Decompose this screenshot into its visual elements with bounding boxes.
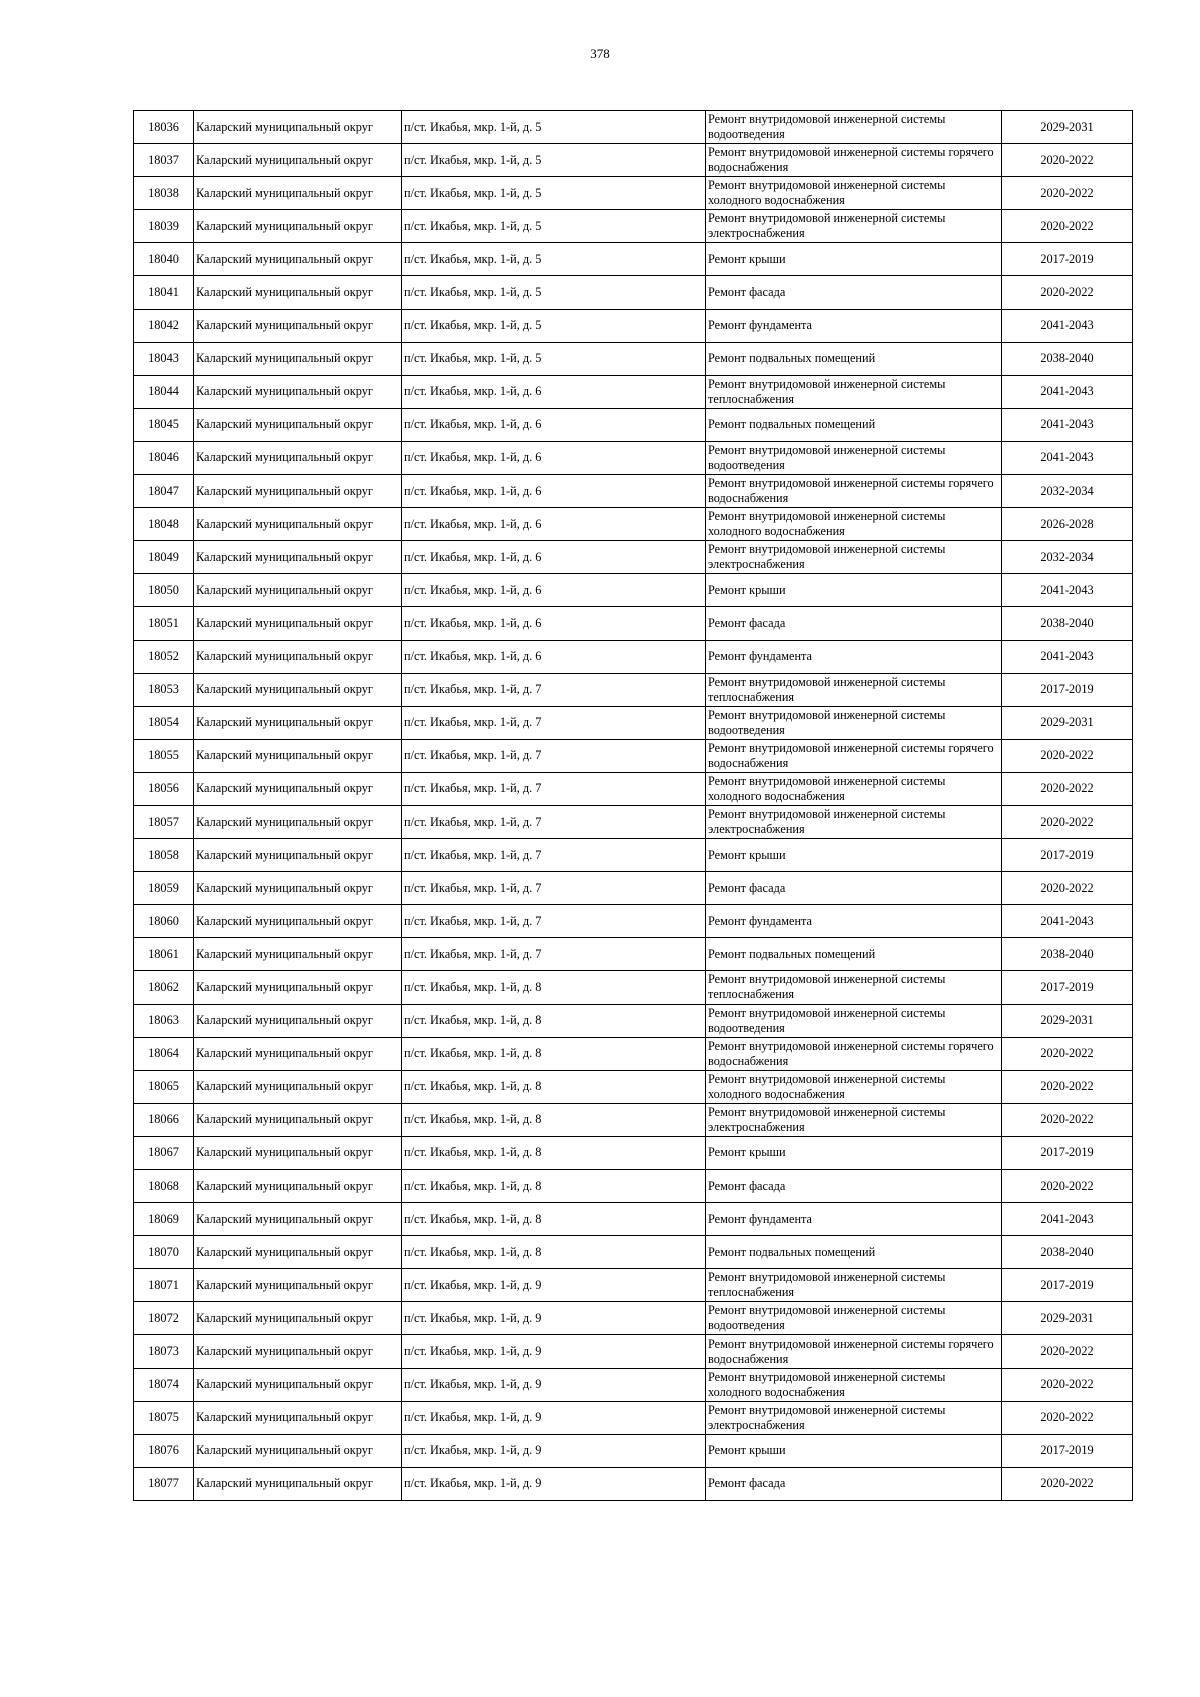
work-type-cell: Ремонт внутридомовой инженерной системы холодного водоснабжения — [706, 772, 1002, 805]
row-number-cell: 18059 — [134, 872, 194, 905]
work-type-cell: Ремонт крыши — [706, 1434, 1002, 1467]
period-cell: 2017-2019 — [1002, 1136, 1133, 1169]
row-number-cell: 18039 — [134, 210, 194, 243]
row-number-cell: 18042 — [134, 309, 194, 342]
district-cell: Каларский муниципальный округ — [194, 375, 402, 408]
period-cell: 2020-2022 — [1002, 1070, 1133, 1103]
district-cell: Каларский муниципальный округ — [194, 1434, 402, 1467]
period-cell: 2020-2022 — [1002, 177, 1133, 210]
district-cell: Каларский муниципальный округ — [194, 574, 402, 607]
address-cell: п/ст. Икабья, мкр. 1-й, д. 8 — [402, 1203, 706, 1236]
district-cell: Каларский муниципальный округ — [194, 309, 402, 342]
table-row — [134, 1170, 1133, 1203]
table-row — [134, 111, 1133, 144]
row-number-cell: 18067 — [134, 1136, 194, 1169]
district-cell: Каларский муниципальный округ — [194, 541, 402, 574]
address-cell: п/ст. Икабья, мкр. 1-й, д. 9 — [402, 1368, 706, 1401]
period-cell: 2029-2031 — [1002, 111, 1133, 144]
district-cell: Каларский муниципальный округ — [194, 706, 402, 739]
district-cell: Каларский муниципальный округ — [194, 905, 402, 938]
address-cell: п/ст. Икабья, мкр. 1-й, д. 5 — [402, 276, 706, 309]
work-type-cell: Ремонт внутридомовой инженерной системы теплоснабжения — [706, 673, 1002, 706]
address-cell: п/ст. Икабья, мкр. 1-й, д. 7 — [402, 839, 706, 872]
row-number-cell: 18037 — [134, 144, 194, 177]
district-cell: Каларский муниципальный округ — [194, 1269, 402, 1302]
district-cell: Каларский муниципальный округ — [194, 1236, 402, 1269]
address-cell: п/ст. Икабья, мкр. 1-й, д. 7 — [402, 673, 706, 706]
table-row — [134, 1103, 1133, 1136]
district-cell: Каларский муниципальный округ — [194, 441, 402, 474]
period-cell: 2020-2022 — [1002, 1170, 1133, 1203]
row-number-cell: 18058 — [134, 839, 194, 872]
work-type-cell: Ремонт внутридомовой инженерной системы водоотведения — [706, 441, 1002, 474]
work-type-cell: Ремонт внутридомовой инженерной системы холодного водоснабжения — [706, 1070, 1002, 1103]
period-cell: 2038-2040 — [1002, 342, 1133, 375]
period-cell: 2029-2031 — [1002, 706, 1133, 739]
table-row — [134, 475, 1133, 508]
work-type-cell: Ремонт внутридомовой инженерной системы электроснабжения — [706, 1401, 1002, 1434]
district-cell: Каларский муниципальный округ — [194, 839, 402, 872]
address-cell: п/ст. Икабья, мкр. 1-й, д. 5 — [402, 144, 706, 177]
period-cell: 2020-2022 — [1002, 1037, 1133, 1070]
address-cell: п/ст. Икабья, мкр. 1-й, д. 5 — [402, 309, 706, 342]
row-number-cell: 18065 — [134, 1070, 194, 1103]
period-cell: 2017-2019 — [1002, 673, 1133, 706]
table-row — [134, 805, 1133, 838]
district-cell: Каларский муниципальный округ — [194, 1037, 402, 1070]
table-row — [134, 673, 1133, 706]
district-cell: Каларский муниципальный округ — [194, 111, 402, 144]
address-cell: п/ст. Икабья, мкр. 1-й, д. 7 — [402, 905, 706, 938]
period-cell: 2029-2031 — [1002, 1004, 1133, 1037]
district-cell: Каларский муниципальный округ — [194, 607, 402, 640]
table-row — [134, 508, 1133, 541]
district-cell: Каларский муниципальный округ — [194, 276, 402, 309]
district-cell: Каларский муниципальный округ — [194, 475, 402, 508]
address-cell: п/ст. Икабья, мкр. 1-й, д. 5 — [402, 177, 706, 210]
address-cell: п/ст. Икабья, мкр. 1-й, д. 6 — [402, 541, 706, 574]
table-row — [134, 1401, 1133, 1434]
address-cell: п/ст. Икабья, мкр. 1-й, д. 9 — [402, 1269, 706, 1302]
row-number-cell: 18047 — [134, 475, 194, 508]
table-row — [134, 1070, 1133, 1103]
address-cell: п/ст. Икабья, мкр. 1-й, д. 9 — [402, 1302, 706, 1335]
address-cell: п/ст. Икабья, мкр. 1-й, д. 8 — [402, 1037, 706, 1070]
table-row — [134, 706, 1133, 739]
work-type-cell: Ремонт внутридомовой инженерной системы электроснабжения — [706, 210, 1002, 243]
row-number-cell: 18046 — [134, 441, 194, 474]
district-cell: Каларский муниципальный округ — [194, 243, 402, 276]
district-cell: Каларский муниципальный округ — [194, 971, 402, 1004]
address-cell: п/ст. Икабья, мкр. 1-й, д. 8 — [402, 1004, 706, 1037]
district-cell: Каларский муниципальный округ — [194, 508, 402, 541]
table-row — [134, 1236, 1133, 1269]
period-cell: 2020-2022 — [1002, 210, 1133, 243]
address-cell: п/ст. Икабья, мкр. 1-й, д. 8 — [402, 1136, 706, 1169]
work-type-cell: Ремонт внутридомовой инженерной системы горячего водоснабжения — [706, 144, 1002, 177]
table-row — [134, 1269, 1133, 1302]
work-type-cell: Ремонт внутридомовой инженерной системы водоотведения — [706, 1302, 1002, 1335]
row-number-cell: 18063 — [134, 1004, 194, 1037]
row-number-cell: 18069 — [134, 1203, 194, 1236]
address-cell: п/ст. Икабья, мкр. 1-й, д. 7 — [402, 872, 706, 905]
work-type-cell: Ремонт фасада — [706, 872, 1002, 905]
table-row — [134, 839, 1133, 872]
district-cell: Каларский муниципальный округ — [194, 1070, 402, 1103]
address-cell: п/ст. Икабья, мкр. 1-й, д. 8 — [402, 1236, 706, 1269]
district-cell: Каларский муниципальный округ — [194, 772, 402, 805]
period-cell: 2020-2022 — [1002, 1368, 1133, 1401]
address-cell: п/ст. Икабья, мкр. 1-й, д. 7 — [402, 706, 706, 739]
row-number-cell: 18053 — [134, 673, 194, 706]
work-type-cell: Ремонт внутридомовой инженерной системы горячего водоснабжения — [706, 1037, 1002, 1070]
work-type-cell: Ремонт внутридомовой инженерной системы водоотведения — [706, 1004, 1002, 1037]
district-cell: Каларский муниципальный округ — [194, 408, 402, 441]
work-type-cell: Ремонт внутридомовой инженерной системы электроснабжения — [706, 805, 1002, 838]
row-number-cell: 18072 — [134, 1302, 194, 1335]
work-type-cell: Ремонт внутридомовой инженерной системы горячего водоснабжения — [706, 1335, 1002, 1368]
work-type-cell: Ремонт крыши — [706, 839, 1002, 872]
row-number-cell: 18075 — [134, 1401, 194, 1434]
period-cell: 2041-2043 — [1002, 309, 1133, 342]
table-row — [134, 309, 1133, 342]
period-cell: 2041-2043 — [1002, 640, 1133, 673]
address-cell: п/ст. Икабья, мкр. 1-й, д. 9 — [402, 1434, 706, 1467]
row-number-cell: 18070 — [134, 1236, 194, 1269]
address-cell: п/ст. Икабья, мкр. 1-й, д. 5 — [402, 111, 706, 144]
address-cell: п/ст. Икабья, мкр. 1-й, д. 8 — [402, 1170, 706, 1203]
table-row — [134, 177, 1133, 210]
district-cell: Каларский муниципальный округ — [194, 640, 402, 673]
row-number-cell: 18057 — [134, 805, 194, 838]
period-cell: 2038-2040 — [1002, 607, 1133, 640]
table-row — [134, 408, 1133, 441]
table-row — [134, 144, 1133, 177]
period-cell: 2041-2043 — [1002, 375, 1133, 408]
address-cell: п/ст. Икабья, мкр. 1-й, д. 5 — [402, 210, 706, 243]
row-number-cell: 18038 — [134, 177, 194, 210]
period-cell: 2020-2022 — [1002, 1467, 1133, 1500]
address-cell: п/ст. Икабья, мкр. 1-й, д. 7 — [402, 938, 706, 971]
period-cell: 2029-2031 — [1002, 1302, 1133, 1335]
table-row — [134, 1004, 1133, 1037]
period-cell: 2017-2019 — [1002, 243, 1133, 276]
period-cell: 2020-2022 — [1002, 144, 1133, 177]
address-cell: п/ст. Икабья, мкр. 1-й, д. 6 — [402, 607, 706, 640]
work-type-cell: Ремонт фундамента — [706, 640, 1002, 673]
row-number-cell: 18050 — [134, 574, 194, 607]
district-cell: Каларский муниципальный округ — [194, 872, 402, 905]
table-row — [134, 1037, 1133, 1070]
address-cell: п/ст. Икабья, мкр. 1-й, д. 8 — [402, 1070, 706, 1103]
table-row — [134, 441, 1133, 474]
table-row — [134, 243, 1133, 276]
district-cell: Каларский муниципальный округ — [194, 1467, 402, 1500]
period-cell: 2020-2022 — [1002, 772, 1133, 805]
row-number-cell: 18049 — [134, 541, 194, 574]
row-number-cell: 18054 — [134, 706, 194, 739]
period-cell: 2038-2040 — [1002, 1236, 1133, 1269]
district-cell: Каларский муниципальный округ — [194, 805, 402, 838]
table-row — [134, 375, 1133, 408]
work-type-cell: Ремонт внутридомовой инженерной системы электроснабжения — [706, 541, 1002, 574]
period-cell: 2017-2019 — [1002, 839, 1133, 872]
work-type-cell: Ремонт крыши — [706, 1136, 1002, 1169]
district-cell: Каларский муниципальный округ — [194, 1170, 402, 1203]
row-number-cell: 18043 — [134, 342, 194, 375]
work-type-cell: Ремонт фундамента — [706, 309, 1002, 342]
district-cell: Каларский муниципальный округ — [194, 1335, 402, 1368]
address-cell: п/ст. Икабья, мкр. 1-й, д. 6 — [402, 640, 706, 673]
repair-schedule-table — [133, 110, 1133, 1501]
district-cell: Каларский муниципальный округ — [194, 1401, 402, 1434]
work-type-cell: Ремонт подвальных помещений — [706, 408, 1002, 441]
work-type-cell: Ремонт фасада — [706, 607, 1002, 640]
address-cell: п/ст. Икабья, мкр. 1-й, д. 9 — [402, 1335, 706, 1368]
work-type-cell: Ремонт подвальных помещений — [706, 1236, 1002, 1269]
row-number-cell: 18041 — [134, 276, 194, 309]
work-type-cell: Ремонт внутридомовой инженерной системы теплоснабжения — [706, 375, 1002, 408]
table-row — [134, 1434, 1133, 1467]
work-type-cell: Ремонт крыши — [706, 243, 1002, 276]
period-cell: 2041-2043 — [1002, 1203, 1133, 1236]
address-cell: п/ст. Икабья, мкр. 1-й, д. 6 — [402, 408, 706, 441]
work-type-cell: Ремонт внутридомовой инженерной системы водоотведения — [706, 111, 1002, 144]
district-cell: Каларский муниципальный округ — [194, 1203, 402, 1236]
row-number-cell: 18074 — [134, 1368, 194, 1401]
period-cell: 2041-2043 — [1002, 441, 1133, 474]
address-cell: п/ст. Икабья, мкр. 1-й, д. 6 — [402, 574, 706, 607]
period-cell: 2020-2022 — [1002, 1401, 1133, 1434]
table-row — [134, 938, 1133, 971]
work-type-cell: Ремонт внутридомовой инженерной системы холодного водоснабжения — [706, 177, 1002, 210]
work-type-cell: Ремонт фундамента — [706, 1203, 1002, 1236]
period-cell: 2041-2043 — [1002, 574, 1133, 607]
period-cell: 2026-2028 — [1002, 508, 1133, 541]
table-row — [134, 872, 1133, 905]
table-row — [134, 276, 1133, 309]
row-number-cell: 18073 — [134, 1335, 194, 1368]
address-cell: п/ст. Икабья, мкр. 1-й, д. 6 — [402, 475, 706, 508]
work-type-cell: Ремонт внутридомовой инженерной системы теплоснабжения — [706, 1269, 1002, 1302]
table-body — [134, 111, 1133, 1501]
row-number-cell: 18048 — [134, 508, 194, 541]
address-cell: п/ст. Икабья, мкр. 1-й, д. 6 — [402, 441, 706, 474]
period-cell: 2017-2019 — [1002, 1269, 1133, 1302]
period-cell: 2041-2043 — [1002, 905, 1133, 938]
period-cell: 2020-2022 — [1002, 1103, 1133, 1136]
work-type-cell: Ремонт внутридомовой инженерной системы электроснабжения — [706, 1103, 1002, 1136]
period-cell: 2017-2019 — [1002, 971, 1133, 1004]
district-cell: Каларский муниципальный округ — [194, 210, 402, 243]
table-row — [134, 1368, 1133, 1401]
table-row — [134, 640, 1133, 673]
work-type-cell: Ремонт внутридомовой инженерной системы водоотведения — [706, 706, 1002, 739]
district-cell: Каларский муниципальный округ — [194, 177, 402, 210]
period-cell: 2020-2022 — [1002, 1335, 1133, 1368]
address-cell: п/ст. Икабья, мкр. 1-й, д. 5 — [402, 342, 706, 375]
row-number-cell: 18045 — [134, 408, 194, 441]
table-row — [134, 1302, 1133, 1335]
table-row — [134, 607, 1133, 640]
work-type-cell: Ремонт фасада — [706, 1467, 1002, 1500]
table-row — [134, 1136, 1133, 1169]
work-type-cell: Ремонт внутридомовой инженерной системы холодного водоснабжения — [706, 508, 1002, 541]
row-number-cell: 18044 — [134, 375, 194, 408]
work-type-cell: Ремонт внутридомовой инженерной системы теплоснабжения — [706, 971, 1002, 1004]
row-number-cell: 18071 — [134, 1269, 194, 1302]
period-cell: 2017-2019 — [1002, 1434, 1133, 1467]
district-cell: Каларский муниципальный округ — [194, 938, 402, 971]
period-cell: 2041-2043 — [1002, 408, 1133, 441]
row-number-cell: 18055 — [134, 739, 194, 772]
work-type-cell: Ремонт подвальных помещений — [706, 938, 1002, 971]
row-number-cell: 18064 — [134, 1037, 194, 1070]
table-row — [134, 905, 1133, 938]
table-row — [134, 971, 1133, 1004]
address-cell: п/ст. Икабья, мкр. 1-й, д. 9 — [402, 1467, 706, 1500]
row-number-cell: 18060 — [134, 905, 194, 938]
page-number: 378 — [590, 46, 610, 61]
district-cell: Каларский муниципальный округ — [194, 1103, 402, 1136]
district-cell: Каларский муниципальный округ — [194, 144, 402, 177]
work-type-cell: Ремонт подвальных помещений — [706, 342, 1002, 375]
row-number-cell: 18056 — [134, 772, 194, 805]
work-type-cell: Ремонт фундамента — [706, 905, 1002, 938]
table-row — [134, 739, 1133, 772]
address-cell: п/ст. Икабья, мкр. 1-й, д. 8 — [402, 1103, 706, 1136]
work-type-cell: Ремонт фасада — [706, 276, 1002, 309]
row-number-cell: 18062 — [134, 971, 194, 1004]
address-cell: п/ст. Икабья, мкр. 1-й, д. 6 — [402, 508, 706, 541]
period-cell: 2038-2040 — [1002, 938, 1133, 971]
address-cell: п/ст. Икабья, мкр. 1-й, д. 5 — [402, 243, 706, 276]
period-cell: 2020-2022 — [1002, 872, 1133, 905]
table-row — [134, 1467, 1133, 1500]
work-type-cell: Ремонт внутридомовой инженерной системы холодного водоснабжения — [706, 1368, 1002, 1401]
district-cell: Каларский муниципальный округ — [194, 342, 402, 375]
table-row — [134, 1335, 1133, 1368]
district-cell: Каларский муниципальный округ — [194, 1136, 402, 1169]
work-type-cell: Ремонт крыши — [706, 574, 1002, 607]
district-cell: Каларский муниципальный округ — [194, 673, 402, 706]
row-number-cell: 18077 — [134, 1467, 194, 1500]
address-cell: п/ст. Икабья, мкр. 1-й, д. 7 — [402, 805, 706, 838]
period-cell: 2032-2034 — [1002, 541, 1133, 574]
work-type-cell: Ремонт фасада — [706, 1170, 1002, 1203]
table-row — [134, 541, 1133, 574]
address-cell: п/ст. Икабья, мкр. 1-й, д. 7 — [402, 739, 706, 772]
address-cell: п/ст. Икабья, мкр. 1-й, д. 8 — [402, 971, 706, 1004]
period-cell: 2020-2022 — [1002, 739, 1133, 772]
address-cell: п/ст. Икабья, мкр. 1-й, д. 7 — [402, 772, 706, 805]
period-cell: 2020-2022 — [1002, 276, 1133, 309]
district-cell: Каларский муниципальный округ — [194, 1368, 402, 1401]
table-row — [134, 772, 1133, 805]
table-row — [134, 342, 1133, 375]
address-cell: п/ст. Икабья, мкр. 1-й, д. 9 — [402, 1401, 706, 1434]
district-cell: Каларский муниципальный округ — [194, 1004, 402, 1037]
work-type-cell: Ремонт внутридомовой инженерной системы горячего водоснабжения — [706, 739, 1002, 772]
district-cell: Каларский муниципальный округ — [194, 1302, 402, 1335]
row-number-cell: 18052 — [134, 640, 194, 673]
address-cell: п/ст. Икабья, мкр. 1-й, д. 6 — [402, 375, 706, 408]
row-number-cell: 18036 — [134, 111, 194, 144]
row-number-cell: 18068 — [134, 1170, 194, 1203]
district-cell: Каларский муниципальный округ — [194, 739, 402, 772]
period-cell: 2032-2034 — [1002, 475, 1133, 508]
table-row — [134, 210, 1133, 243]
row-number-cell: 18061 — [134, 938, 194, 971]
period-cell: 2020-2022 — [1002, 805, 1133, 838]
row-number-cell: 18051 — [134, 607, 194, 640]
work-type-cell: Ремонт внутридомовой инженерной системы горячего водоснабжения — [706, 475, 1002, 508]
row-number-cell: 18040 — [134, 243, 194, 276]
row-number-cell: 18076 — [134, 1434, 194, 1467]
row-number-cell: 18066 — [134, 1103, 194, 1136]
table-row — [134, 1203, 1133, 1236]
table-row — [134, 574, 1133, 607]
